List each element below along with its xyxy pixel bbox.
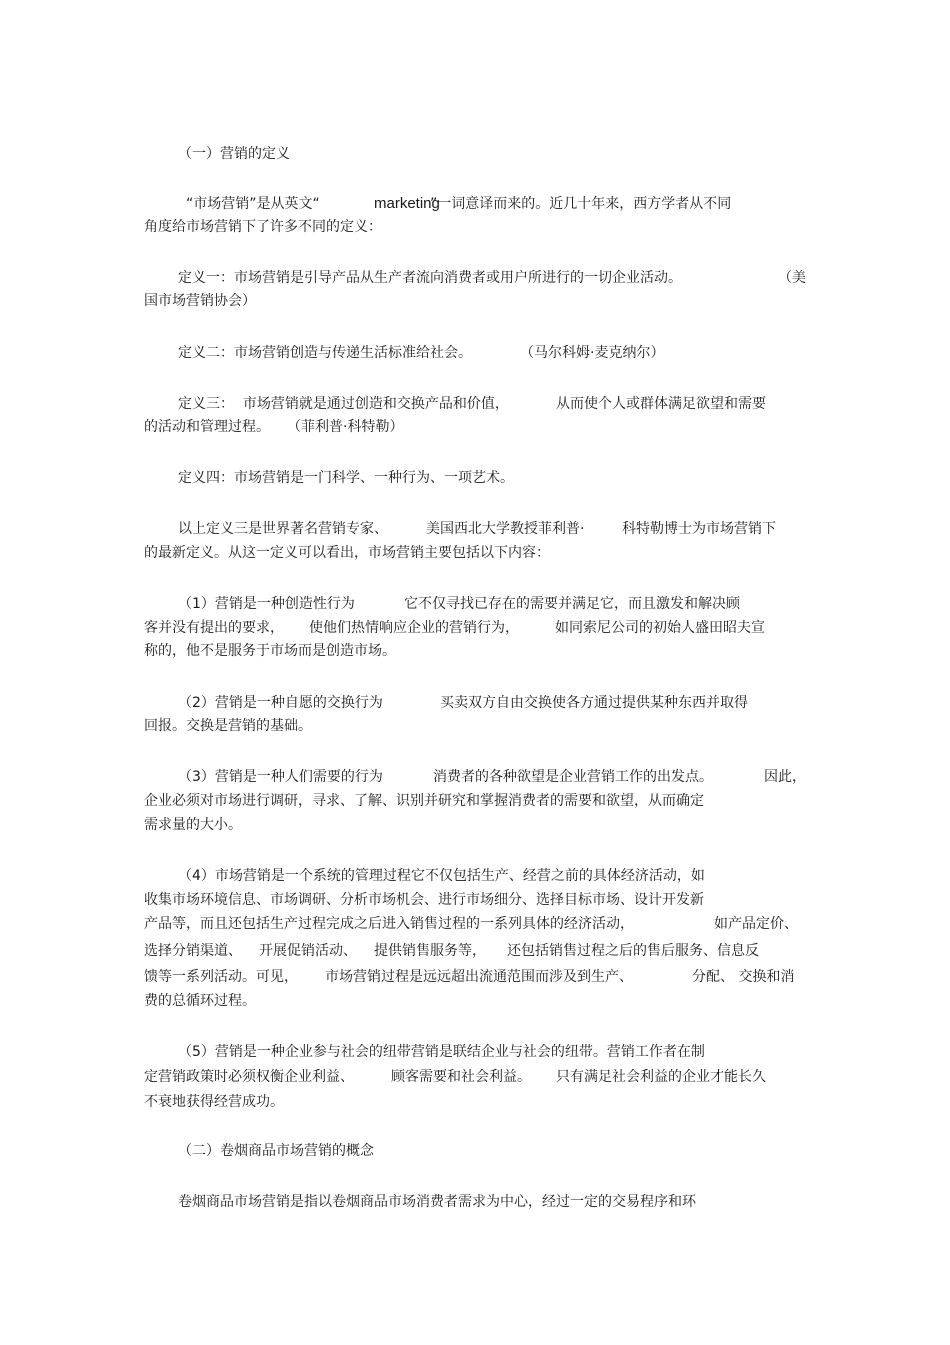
item-4-line-4c: 提供销售服务等， xyxy=(374,943,486,959)
summary-line-1a: 以上定义三是世界著名营销专家、 xyxy=(178,521,388,537)
definition-1-line-1b: （美 xyxy=(778,270,806,286)
item-4-line-2: 收集市场环境信息、市场调研、分析市场机会、进行市场细分、选择目标市场、设计开发新 xyxy=(144,892,704,908)
definition-3-line-1b: 从而使个人或群体满足欲望和需要 xyxy=(556,396,766,412)
intro-line-1b: marketing xyxy=(374,195,440,212)
item-1-line-3: 称的，他不是服务于市场而是创造市场。 xyxy=(144,643,396,659)
item-5-line-2b: 顾客需要和社会利益。 xyxy=(391,1069,531,1085)
item-4-line-3a: 产品等，而且还包括生产过程完成之后进入销售过程的一系列具体的经济活动， xyxy=(144,916,634,932)
item-2-line-2: 回报。交换是营销的基础。 xyxy=(144,718,312,734)
item-3-line-1c: 因此， xyxy=(764,769,806,785)
item-4-line-5b: 市场营销过程是远远超出流通范围而涉及到生产、 xyxy=(325,969,633,985)
intro-line-1c: ”一词意译而来的。近几十年来，西方学者从不同 xyxy=(430,196,732,212)
item-1-line-2b: 使他们热情响应企业的营销行为， xyxy=(309,620,519,636)
summary-line-1b: 美国西北大学教授菲利普· xyxy=(426,521,585,537)
item-4-line-4a: 选择分销渠道、 xyxy=(144,943,242,959)
item-5-line-3: 不衰地获得经营成功。 xyxy=(144,1094,284,1110)
item-4-line-4d: 还包括销售过程之后的售后服务、信息反 xyxy=(507,943,759,959)
item-5-line-2a: 定营销政策时必须权衡企业利益、 xyxy=(144,1069,354,1085)
definition-2-line-1a: 定义二：市场营销创造与传递生活标准给社会。 xyxy=(178,345,472,361)
definition-1-line-2: 国市场营销协会） xyxy=(144,293,256,309)
item-1-line-1a: （1）营销是一种创造性行为 xyxy=(178,596,355,612)
item-2-line-1a: （2）营销是一种自愿的交换行为 xyxy=(178,695,383,711)
item-5-line-2c: 只有满足社会利益的企业才能长久 xyxy=(556,1069,766,1085)
summary-line-2: 的最新定义。从这一定义可以看出，市场营销主要包括以下内容： xyxy=(144,545,550,561)
item-3-line-1a: （3）营销是一种人们需要的行为 xyxy=(178,769,383,785)
item-3-line-1b: 消费者的各种欲望是企业营销工作的出发点。 xyxy=(433,769,713,785)
item-1-line-2a: 客并没有提出的要求， xyxy=(144,620,284,636)
summary-line-1c: 科特勒博士为市场营销下 xyxy=(622,521,776,537)
intro-line-1a: “市场营销”是从英文“ xyxy=(186,196,320,212)
item-4-line-3b: 如产品定价、 xyxy=(714,916,798,932)
item-4-line-6: 费的总循环过程。 xyxy=(144,993,256,1009)
final-paragraph-line-1: 卷烟商品市场营销是指以卷烟商品市场消费者需求为中心，经过一定的交易程序和环 xyxy=(178,1194,696,1210)
definition-3-line-2b: （菲利普·科特勒） xyxy=(287,419,404,435)
item-5-line-1: （5）营销是一种企业参与社会的纽带营销是联结企业与社会的纽带。营销工作者在制 xyxy=(178,1044,705,1060)
item-1-line-2c: 如同索尼公司的初始人盛田昭夫宣 xyxy=(555,620,765,636)
definition-3-line-1a: 定义三： 市场营销就是通过创造和交换产品和价值， xyxy=(178,396,509,412)
item-4-line-4b: 开展促销活动、 xyxy=(259,943,357,959)
definition-3-line-2a: 的活动和管理过程。 xyxy=(144,419,270,435)
section-heading-definition: （一）营销的定义 xyxy=(178,146,290,162)
definition-2-line-1b: （马尔科姆·麦克纳尔） xyxy=(520,345,665,361)
section-heading-cigarette-marketing: （二）卷烟商品市场营销的概念 xyxy=(178,1143,374,1159)
definition-4-line-1: 定义四：市场营销是一门科学、一种行为、一项艺术。 xyxy=(178,470,514,486)
item-4-line-5a: 馈等一系列活动。可见， xyxy=(144,969,298,985)
item-1-line-1b: 它不仅寻找已存在的需要并满足它，而且激发和解决顾 xyxy=(404,596,740,612)
item-4-line-5c: 分配、 交换和消 xyxy=(692,969,795,985)
item-2-line-1b: 买卖双方自由交换使各方通过提供某种东西并取得 xyxy=(440,695,748,711)
item-3-line-3: 需求量的大小。 xyxy=(144,817,242,833)
definition-1-line-1a: 定义一：市场营销是引导产品从生产者流向消费者或用户所进行的一切企业活动。 xyxy=(178,270,682,286)
item-3-line-2: 企业必须对市场进行调研，寻求、了解、识别并研究和掌握消费者的需要和欲望，从而确定 xyxy=(144,793,704,809)
item-4-line-1: （4）市场营销是一个系统的管理过程它不仅包括生产、经营之前的具体经济活动，如 xyxy=(178,868,705,884)
intro-line-2: 角度给市场营销下了许多不同的定义： xyxy=(144,219,382,235)
